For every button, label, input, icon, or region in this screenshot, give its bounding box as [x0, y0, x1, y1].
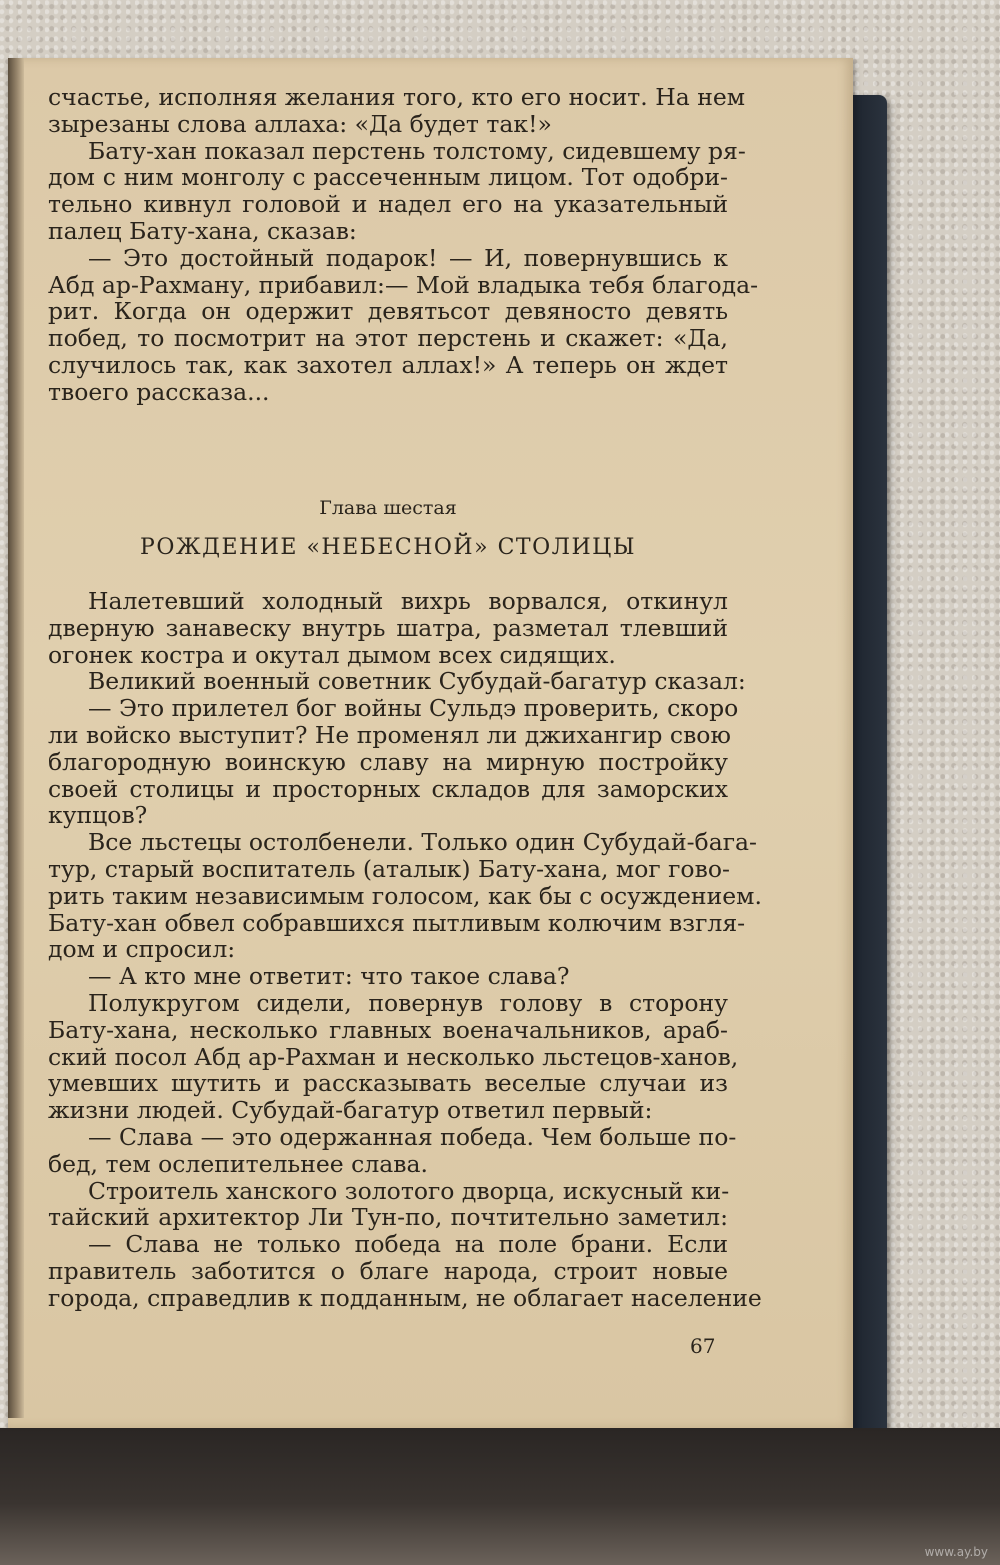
text-line: Абд ар-Рахману, прибавил:— Мой владыка тебя благода- — [48, 270, 759, 299]
text-line: побед, то посмотрит на этот перстень и скажет: «Да, — [48, 324, 728, 353]
chapter-body — [48, 587, 762, 1312]
text-line: тур, старый воспитатель (аталык) Бату-хана, мог гово- — [48, 854, 730, 883]
page-number: 67 — [690, 1334, 716, 1358]
chapter-title: РОЖДЕНИЕ «НЕБЕСНОЙ» СТОЛИЦЫ — [140, 535, 636, 560]
text-line: Бату-хан обвел собравшихся пытливым колючим взгля- — [48, 908, 746, 937]
text-line: жизни людей. Субудай-багатур ответил первый: — [48, 1096, 653, 1125]
page-gutter — [8, 58, 24, 1418]
text-line: палец Бату-хана, сказав: — [48, 216, 357, 245]
text-line: ский посол Абд ар-Рахман и несколько льстецов-ханов, — [48, 1042, 739, 1071]
text-line: Строитель ханского золотого дворца, искусный ки- — [88, 1176, 730, 1205]
text-line: — Слава — это одержанная победа. Чем больше по- — [88, 1122, 737, 1151]
text-line: Полукругом сидели, повернув голову в сторону — [88, 988, 728, 1017]
text-line: рить таким независимым голосом, как бы с осуждением. — [48, 881, 762, 910]
text-line: Великий военный советник Субудай-багатур сказал: — [88, 667, 746, 696]
text-line: ли войско выступит? Не променял ли джихангир свою — [48, 720, 731, 749]
text-line: случилось так, как захотел аллах!» А теперь он ждет — [48, 350, 728, 379]
text-line: Налетевший холодный вихрь ворвался, откинул — [88, 587, 728, 615]
chapter-label: Глава шестая — [319, 497, 457, 519]
text-line: Бату-хан показал перстень толстому, сидевшему ря- — [88, 136, 746, 165]
text-line: правитель заботится о благе народа, строит новые — [48, 1256, 728, 1285]
watermark: www.ay.by — [924, 1545, 988, 1559]
text-line: тайский архитектор Ли Тун-по, почтительно заметил: — [48, 1203, 728, 1232]
text-line: счастье, исполняя желания того, кто его носит. На нем — [48, 83, 746, 111]
text-line: дверную занавеску внутрь шатра, разметал тлевший — [48, 613, 728, 642]
text-line: купцов? — [48, 801, 148, 830]
text-line: тельно кивнул головой и надел его на указательный — [48, 190, 728, 219]
text-line: бед, тем ослепительнее слава. — [48, 1149, 428, 1178]
text-line: твоего рассказа... — [48, 377, 270, 406]
text-line: — Это достойный подарок! — И, повернувшись к — [88, 243, 728, 272]
table-shadow — [0, 1428, 1000, 1565]
text-line: благородную воинскую славу на мирную постройку — [48, 747, 728, 776]
page-text — [48, 83, 759, 406]
text-line: дом и спросил: — [48, 935, 236, 964]
text-line: своей столицы и просторных складов для заморских — [48, 774, 728, 803]
text-line: — А кто мне ответит: что такое слава? — [88, 962, 570, 991]
text-line: рит. Когда он одержит девятьсот девяносто девять — [48, 297, 728, 326]
text-line: — Это прилетел бог войны Сульдэ проверить, скоро — [88, 694, 739, 723]
text-line: Все льстецы остолбенели. Только один Субудай-бага- — [88, 828, 757, 857]
text-line: зырезаны слова аллаха: «Да будет так!» — [48, 109, 552, 138]
text-line: Бату-хана, несколько главных военачальников, араб- — [48, 1015, 728, 1044]
text-line: огонек костра и окутал дымом всех сидящих. — [48, 640, 616, 669]
text-line: дом с ним монголу с рассеченным лицом. Тот одобри- — [48, 163, 728, 192]
top-paragraphs — [48, 83, 759, 406]
text-line: города, справедлив к подданным, не облагает население — [48, 1283, 762, 1312]
text-line: умевших шутить и рассказывать веселые случаи из — [48, 1069, 728, 1098]
text-line: — Слава не только победа на поле брани. Если — [88, 1230, 728, 1259]
